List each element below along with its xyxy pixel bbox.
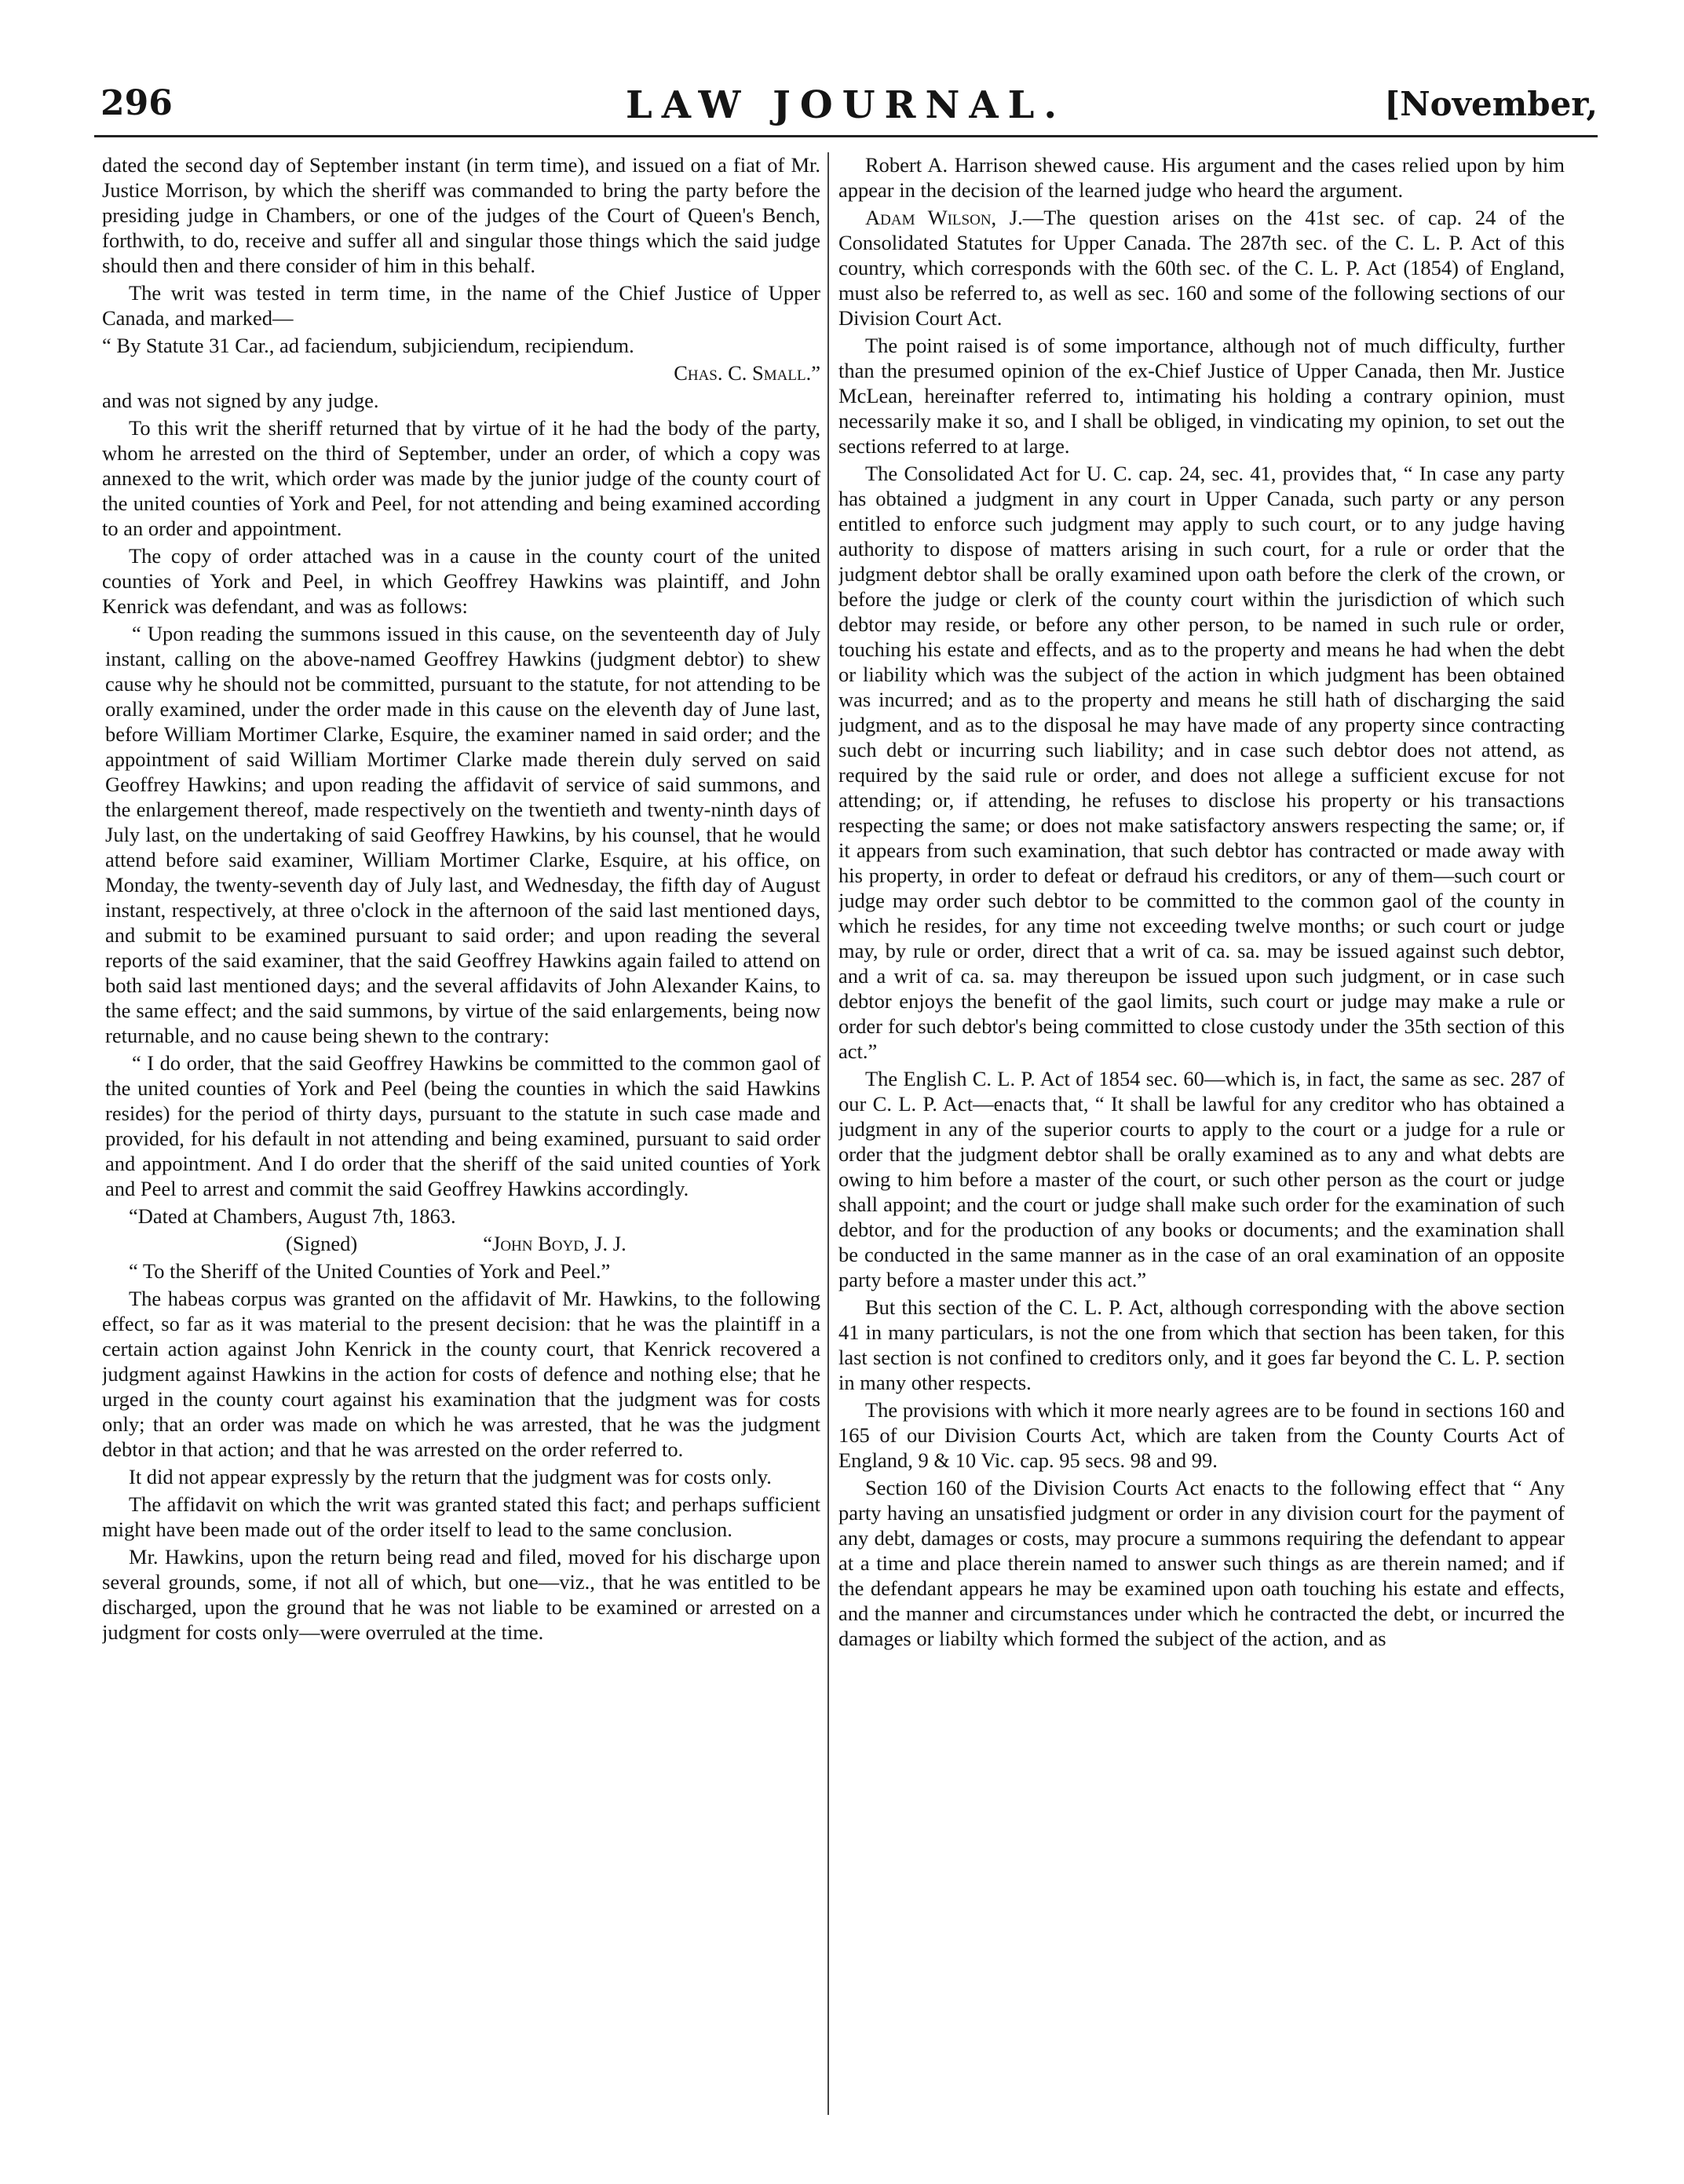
right-column (838, 152, 1565, 2131)
paragraph: The provisions with which it more nearly agrees are to be found in sections 160 and 165 of our Division Courts Act, which are taken from the County Courts Act of England, 9 & 10 Vic. cap. 95 secs. 98 and 99. (838, 1398, 1565, 1472)
paragraph: The writ was tested in term time, in the name of the Chief Justice of Upper Canada, and marked— (102, 281, 820, 330)
order-date: “Dated at Chambers, August 7th, 1863. (129, 1204, 456, 1228)
order-quotation: “ I do order, that the said Geoffrey Hawkins be committed to the common gaol of the united counties of York and Peel (being the counties in which the said Hawkins resides) for the period of thirty days, pursuant to the statute in such case made and provided, for his default in not attending and being examined, pursuant to said order and appointment. And I do order that the sheriff of the said united counties of York and Peel to arrest and commit the said Geoffrey Hawkins accordingly. (105, 1051, 820, 1200)
journal-title: LAW JOURNAL. (625, 83, 1067, 127)
paragraph: Section 160 of the Division Courts Act enacts to the following effect that “ Any party having an unsatisfied judgment or order in any division court for the payment of any debt, damages or costs, may procure a summons requiring the defendant to appear at a time and place therein named to answer such things as are therein named; and if the defendant appears he may be examined upon oath touching his estate and effects, and the manner and circumstances under which he contracted the debt, or incurred the damages or liabilty which formed the subject of the action, and as (838, 1476, 1565, 1650)
writ-marking: “ By Statute 31 Car., ad faciendum, subjiciendum, recipiendum. (102, 334, 634, 357)
paragraph: The habeas corpus was granted on the affidavit of Mr. Hawkins, to the following effect, so far as it was material to the present decision: that he was the plaintiff in a certain action against John Kenrick in the county court, that Kenrick recovered a judgment against Hawkins in the action for costs of defence and nothing else; that he urged in the county court against his examination that the judgment was for costs only; that an order was made on which he was arrested, that he was the judgment debtor in that action; and that he was arrested on the order referred to. (102, 1287, 820, 1461)
signed-name: “John Boyd, J. J. (483, 1232, 626, 1255)
page-number: 296 (100, 83, 173, 123)
order-addressee: “ To the Sheriff of the United Counties of York and Peel.” (129, 1259, 611, 1283)
paragraph: The affidavit on which the writ was granted stated this fact; and perhaps sufficient might have been made out of the order itself to lead to the same conclusion. (102, 1492, 820, 1541)
paragraph: The copy of order attached was in a cause in the county court of the united counties of York and Peel, in which Geoffrey Hawkins was plaintiff, and John Kenrick was defendant, and was as follows: (102, 544, 820, 618)
judgment-text: —The question arises on the 41st sec. of cap. 24 of the Consolidated Statutes for Upper Canada. The 287th sec. of the C. L. P. Act of this country, which corresponds with the 60th sec. of the C. L. P. Act (1854) of England, must also be referred to, as well as sec. 160 and some of the following sections of our Division Court Act. (838, 206, 1565, 330)
paragraph: and was not signed by any judge. (102, 389, 379, 412)
signer-name: Chas. C. Small.” (674, 361, 820, 385)
header-rule (94, 135, 1598, 137)
judgment-opening (838, 205, 1565, 331)
paragraph: To this writ the sheriff returned that by virtue of it he had the body of the party, whom he arrested on the third of September, under an order, of which a copy was annexed to the writ, which order was made by the junior judge of the county court of the united counties of York and Peel, for not attending and being examined according to an order and appointment. (102, 416, 820, 540)
paragraph: It did not appear expressly by the return that the judgment was for costs only. (129, 1465, 772, 1488)
paragraph: Mr. Hawkins, upon the return being read and filed, moved for his discharge upon several grounds, some, if not all of which, but one—viz., that he was entitled to be discharged, upon the ground that he was not liable to be examined or arrested on a judgment for costs only—were overruled at the time. (102, 1545, 820, 1644)
statute-quotation: The English C. L. P. Act of 1854 sec. 60—which is, in fact, the same as sec. 287 of our C. L. P. Act—enacts that, “ It shall be lawful for any creditor who has obtained a judgment in any of the superior courts to apply to the court or a judge for a rule or order that the judgment debtor shall be orally examined as to any and what debts are owing to him before a master of the court, or such other person as the court or judge shall appoint; and the court or judge shall make such order for the examination of such debtor, and for the production of any books or documents; and the examination shall be conducted in the same manner as in the case of an oral examination of an opposite party before a master under this act.” (838, 1067, 1565, 1291)
judge-name: Adam Wilson, J. (865, 206, 1023, 229)
signed-label: (Signed) (286, 1232, 358, 1255)
paragraph: The point raised is of some importance, although not of much difficulty, further than the presumed opinion of the ex-Chief Justice of Upper Canada, then Mr. Justice McLean, hereinafter referred to, intimating his holding a contrary opinion, must necessarily make it so, and I shall be obliged, in vindicating my opinion, to set out the sections referred to at large. (838, 334, 1565, 458)
page-header (94, 77, 1598, 140)
paragraph: But this section of the C. L. P. Act, although corresponding with the above section 41 in many particulars, is not the one from which that section has been taken, for this last section is not confined to creditors only, and it goes far beyond the C. L. P. section in many other respects. (838, 1295, 1565, 1394)
paragraph: dated the second day of September instant (in term time), and issued on a fiat of Mr. Justice Morrison, by which the sheriff was commanded to bring the party before the presiding judge in Chambers, or one of the judges of the Court of Queen's Bench, forthwith, to do, receive and suffer all and singular those things which the said judge should then and there consider of him in this behalf. (102, 153, 820, 277)
left-column (102, 152, 820, 2131)
writ-marking-signer (102, 360, 820, 385)
order-signature (102, 1231, 820, 1256)
order-quotation: “ Upon reading the summons issued in this cause, on the seventeenth day of July instant, calling on the above-named Geoffrey Hawkins (judgment debtor) to shew cause why he should not be committed, pursuant to the statute, for not attending to be orally examined, under the order made in this cause on the eleventh day of June last, before William Mortimer Clarke, Esquire, the examiner named in said order; and the appointment of said William Mortimer Clarke made therein duly served on said Geoffrey Hawkins; and upon reading the affidavit of service of said summons, and the enlargement thereof, made respectively on the twentieth and twenty-ninth days of July last, on the undertaking of said Geoffrey Hawkins, by his counsel, that he would attend before said examiner, William Mortimer Clarke, Esquire, at his office, on Monday, the twenty-seventh day of July last, and Wednesday, the fifth day of August instant, respectively, at three o'clock in the afternoon of the said last mentioned days, and submit to be examined pursuant to said order; and upon reading the several reports of the said examiner, that the said Geoffrey Hawkins again failed to attend on both said last mentioned days; and the several affidavits of John Alexander Kains, to the same effect; and the said summons, by virtue of the said enlargements, being now returnable, and no cause being shewn to the contrary: (105, 622, 820, 1047)
paragraph: Robert A. Harrison shewed cause. His argument and the cases relied upon by him appear in the decision of the learned judge who heard the argument. (838, 153, 1565, 202)
statute-quotation: The Consolidated Act for U. C. cap. 24, sec. 41, provides that, “ In case any party has obtained a judgment in any court in Upper Canada, such party or any person entitled to enforce such judgment may apply to such court, or to any judge having authority to dispose of matters arising in such court, for a rule or order that the judgment debtor shall be orally examined upon oath before the clerk of the crown, or before the judge or clerk of the county court within the jurisdiction of which such debtor may reside, or before any other person, to be named in such rule or order, touching his estate and effects, and as to the property and means he had when the debt or liability which was the subject of the action in which judgment has been obtained was incurred; and as to the property and means he still hath of discharging the said judgment, and as to the disposal he may have made of any property since contracting such debt or incurring such liability; and in case such debtor does not attend, as required by the said rule or order, and does not allege a sufficient excuse for not attending; or, if attending, he refuses to disclose his property or his transactions respecting the same; or does not make satisfactory answers respecting the same; or, if it appears from such examination, that such debtor has contracted or made away with his property, in order to defeat or defraud his creditors, or any of them—such court or judge may order such debtor to be committed to the common gaol of the county in which he resides, for any time not exceeding twelve months; or such court or judge may, by rule or order, direct that a writ of ca. sa. may be issued against such debtor, and a writ of ca. sa. may thereupon be issued upon such judgment, or in case such debtor enjoys the benefit of the gaol limits, such court or judge may make a rule or order for such debtor's being committed to close custody under the 35th section of this act.” (838, 462, 1565, 1063)
issue-month: [November, (1384, 85, 1598, 123)
column-divider (827, 152, 829, 2115)
